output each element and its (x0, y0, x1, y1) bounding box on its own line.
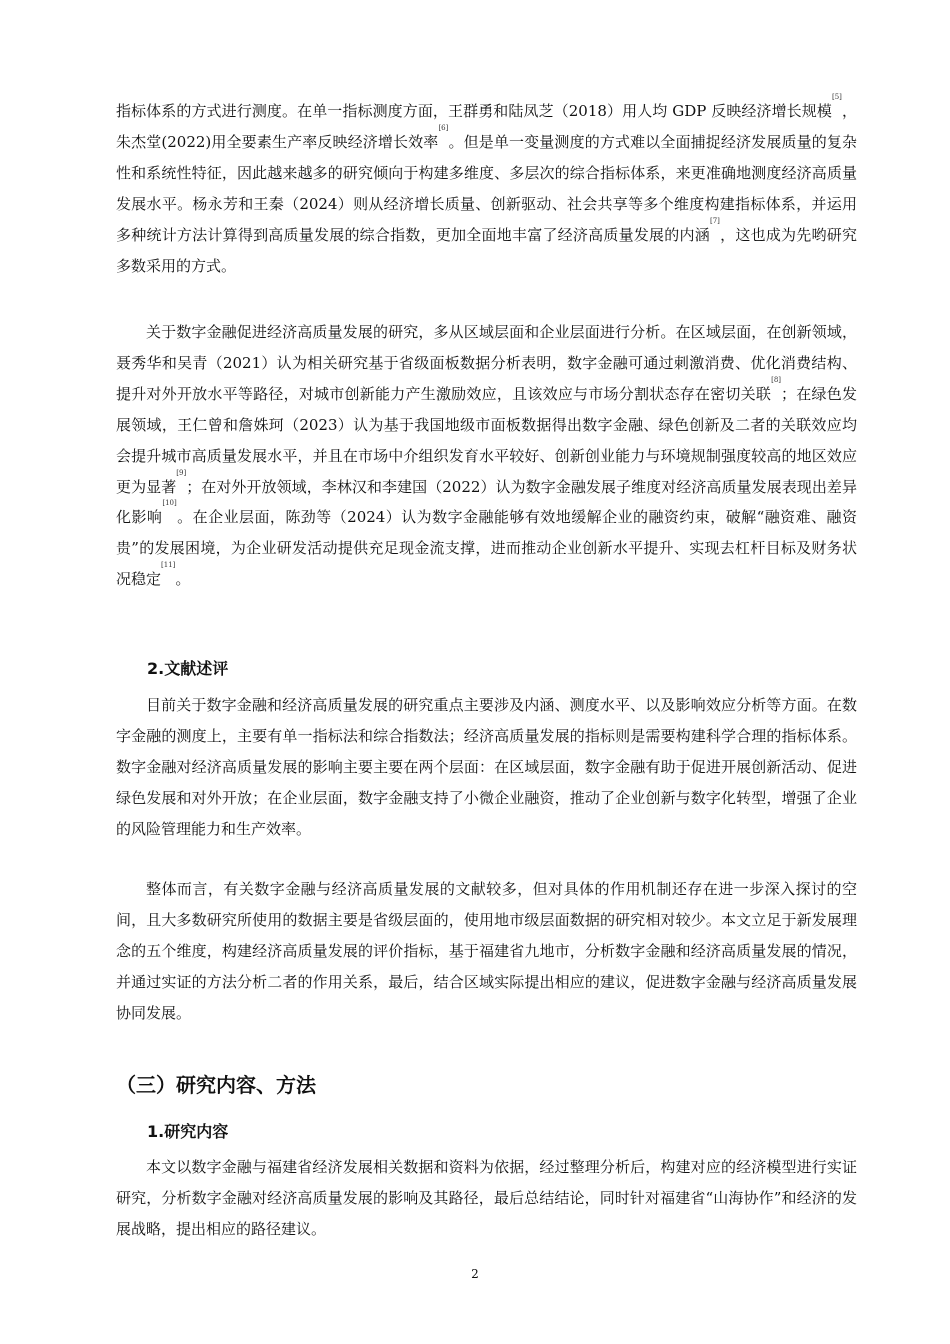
heading-research-content: 1.研究内容 (147, 1122, 229, 1141)
citation-5: [5] (831, 93, 842, 101)
citation-10: [10] (162, 499, 177, 508)
heading-research-content-methods: （三）研究内容、方法 (116, 1073, 316, 1097)
citation-11: [11] (161, 561, 176, 570)
paragraph-research-content: 本文以数字金融与福建省经济发展相关数据和资料为依据，经过整理分析后，构建对应的经济模型进行实证研究，分析数字金融对经济高质量发展的影响及其路径，最后总结结论，同时针对福建省“山海协作”和经济的发展战略，提出相应的路径建议。 (116, 1158, 857, 1238)
citation-9: [9] (176, 468, 187, 477)
citation-7: [7] (709, 216, 720, 225)
heading-literature-review: 2.文献述评 (147, 659, 229, 678)
paragraph-review-summary: 目前关于数字金融和经济高质量发展的研究重点主要涉及内涵、测度水平、以及影响效应分析等方面。在数字金融的测度上，主要有单一指标法和综合指数法；经济高质量发展的指标则是需要构建科学合理的指标体系。数字金融对经济高质量发展的影响主要主要在两个层面：在区域层面，数字金融有助于促进开展创新活动、促进绿色发展和对外开放；在企业层面，数字金融支持了小微企业融资，推动了企业创新与数字化转型，增强了企业的风险管理能力和生产效率。 (116, 696, 857, 838)
paragraph-digital-finance-effects: 关于数字金融促进经济高质量发展的研究，多从区域层面和企业层面进行分析。在区域层面，在创新领域，聂秀华和吴青（2021）认为相关研究基于省级面板数据分析表明，数字金融可通过刺激消费、优化消费结构、提升对外开放水平等路径，对城市创新能力产生激励效应，且该效应与市场分割状态存在密切关联[8]；在绿色发展领域，王仁曾和詹姝珂（2023）认为基于我国地级市面板数据得出数字金融、绿色创新及二者的关联效应均会提升城市高质量发展水平，并且在市场中介组织发育水平较好、创新创业能力与环境规制强度较高的地区效应更为显著[9]；在对外开放领域，李林汉和李建国（2022）认为数字金融发展子维度对经济高质量发展表现出差异化影响[10]。在企业层面，陈劲等（2024）认为数字金融能够有效地缓解企业的融资约束，破解“融资难、融资贵”的发展困境，为企业研发活动提供充足现金流支撑，进而推动企业创新水平提升、实现去杠杆目标及财务状况稳定[11]。 (116, 323, 857, 589)
paragraph-overall-assessment: 整体而言，有关数字金融与经济高质量发展的文献较多，但对具体的作用机制还存在进一步深入探讨的空间，且大多数研究所使用的数据主要是省级层面的，使用地市级层面数据的研究相对较少。本文立足于新发展理念的五个维度，构建经济高质量发展的评价指标，基于福建省九地市，分析数字金融和经济高质量发展的情况，并通过实证的方法分析二者的作用关系，最后，结合区域实际提出相应的建议，促进数字金融与经济高质量发展协同发展。 (116, 880, 857, 1022)
page-number: 2 (471, 1267, 479, 1281)
citation-6: [6] (438, 123, 449, 132)
paragraph-index-measurement: 指标体系的方式进行测度。在单一指标测度方面，王群勇和陆凤芝（2018）用人均 GDP 反映经济增长规模[5]，朱杰堂(2022)用全要素生产率反映经济增长效率[6]。但是单一变量测度的方式难以全面捕捉经济发展质量的复杂性和系统性特征，因此越来越多的研究倾向于构建多维度、多层次的综合指标体系，来更准确地测度经济高质量发展水平。杨永芳和王秦（2024）则从经济增长质量、创新驱动、社会共享等多个维度构建指标体系，并运用多种统计方法计算得到高质量发展的综合指数，更加全面地丰富了经济高质量发展的内涵[7]，这也成为先哟研究多数采用的方式。 (116, 93, 857, 275)
citation-8: [8] (771, 375, 782, 384)
